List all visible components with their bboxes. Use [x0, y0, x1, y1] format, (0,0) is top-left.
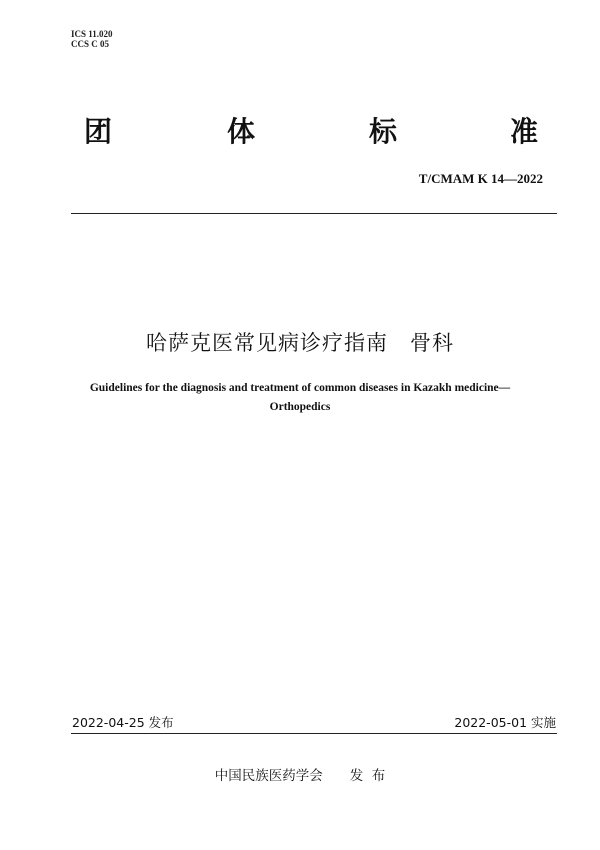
publish-date: 2022-04-25 发布: [72, 715, 174, 730]
header-divider: [71, 213, 557, 214]
standard-type-char: 标: [369, 115, 398, 148]
standard-type-char: 体: [227, 115, 256, 148]
ccs-code: CCS C 05: [71, 39, 110, 49]
document-title-en: [60, 379, 540, 417]
footer-divider: [71, 733, 557, 734]
standard-type-char: 团: [84, 115, 113, 148]
title-en-line: Orthopedics: [269, 401, 331, 413]
standard-type-char: 准: [510, 115, 539, 148]
standard-type-heading: [72, 112, 552, 152]
document-title-cn: 哈萨克医常见病诊疗指南 骨科: [146, 331, 454, 355]
publisher: 中国民族医药学会 发 布: [214, 768, 386, 784]
standard-number: T/CMAM K 14—2022: [418, 171, 543, 186]
ics-code: ICS 11.020: [71, 29, 113, 39]
title-en-line: Guidelines for the diagnosis and treatment of common diseases in Kazakh medicine—: [89, 382, 511, 394]
implement-date: 2022-05-01 实施: [454, 715, 556, 730]
classification-codes: [71, 29, 113, 49]
